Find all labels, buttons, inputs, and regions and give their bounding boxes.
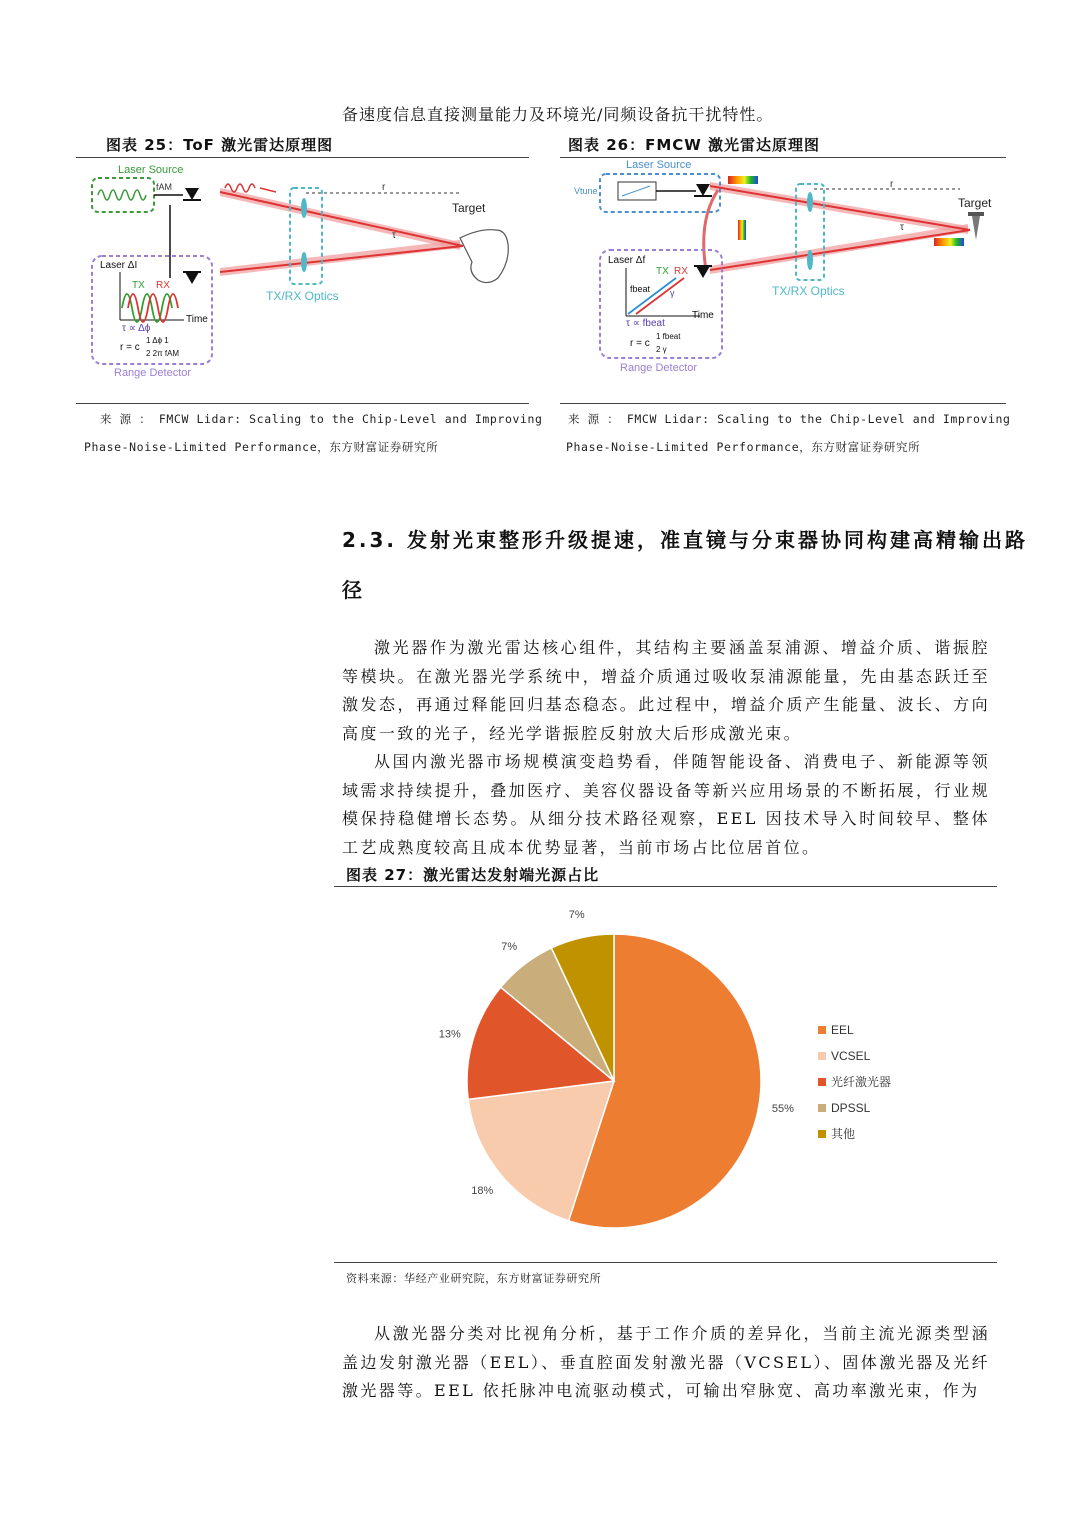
legend-item-2 [818,1049,871,1063]
tau-label: τ [392,230,396,241]
legend-item-4 [818,1101,871,1115]
svg-text:EEL: EEL [831,1023,854,1037]
figure-26-diagram [560,160,1000,385]
txrx-label: TX/RX Optics [266,289,339,303]
intro-line: 备速度信息直接测量能力及环境光/同频设备抗干扰特性。 [342,105,774,124]
bottom-paragraph-block [342,1320,990,1406]
svg-text:DPSSL: DPSSL [831,1101,871,1115]
time-label-2: Time [692,310,714,321]
formula-r: r = c [120,342,140,353]
body-paragraphs [342,634,990,862]
tau-rel-label: τ ∝ Δϕ [122,323,151,334]
tau-rel-label-2: τ ∝ fbeat [626,318,665,329]
figure-27-source: 资料来源：华经产业研究院，东方财富证券研究所 [346,1272,602,1285]
laser-df-label: Laser Δf [608,255,646,266]
r-label-2: r [890,179,894,190]
laser-di-label: Laser ΔI [100,260,138,271]
tx-label: TX [132,280,145,291]
fbeat-label: fbeat [630,284,651,294]
formula-num: 1 Δϕ 1 [146,336,169,345]
laser-source-label-2: Laser Source [626,160,692,171]
rx-label: RX [156,280,170,291]
svg-text:其他: 其他 [831,1127,856,1141]
pie-label-2: 18% [471,1184,494,1197]
figure-25-diagram [80,160,530,385]
vtune-label: Vtune [574,186,598,196]
figure-26-source-2: Phase-Noise-Limited Performance，东方财富证券研究所 [566,440,921,454]
figure-26-title: 图表 26：FMCW 激光雷达原理图 [568,136,821,154]
formula-den-2: 2 γ [656,345,667,354]
figure-26-bottom-rule [560,403,1006,404]
figure-25-top-rule [76,157,529,158]
tx-label-2: TX [656,266,669,277]
legend-item-5 [818,1126,855,1141]
figure-27-bottom-rule [334,1262,997,1263]
target-label-2: Target [958,196,992,210]
rx-label-2: RX [674,266,688,277]
pie-label-3: 13% [438,1028,461,1041]
target-label: Target [452,201,486,215]
figure-27-title: 图表 27：激光雷达发射端光源占比 [346,866,600,884]
gamma-label: γ [670,288,675,298]
formula-r-2: r = c [630,338,650,349]
paragraph-3: 从激光器分类对比视角分析，基于工作介质的差异化，当前主流光源类型涵盖边发射激光器（EEL）、垂直腔面发射激光器（VCSEL）、固体激光器及光纤激光器等。EEL 依托脉冲电流驱动模式，可输出窄脉宽、高功率激光束，作为 [342,1324,990,1400]
laser-source-label: Laser Source [118,164,184,176]
range-detector-label: Range Detector [114,367,192,379]
figure-25-bottom-rule [76,403,529,404]
section-heading-line1: 2.3. 发射光束整形升级提速，准直镜与分束器协同构建高精输出路 [342,528,1028,552]
tau-label-2: τ [900,222,904,233]
figure-25-source-1: 来 源 ： FMCW Lidar: Scaling to the Chip-Level and Improving [100,412,543,426]
svg-text:光纤激光器: 光纤激光器 [831,1075,892,1089]
figure-26-top-rule [560,157,1006,158]
pie-chart-area [334,890,997,1260]
figure-25-title: 图表 25：ToF 激光雷达原理图 [106,136,334,154]
figure-27-top-rule [334,886,997,887]
formula-num-2: 1 fbeat [656,332,681,341]
pie-label-1: 55% [771,1102,794,1115]
legend-item-3 [818,1074,891,1089]
figure-26-source-1: 来 源 ： FMCW Lidar: Scaling to the Chip-Level and Improving [568,412,1011,426]
pie-chart [334,890,997,1260]
time-label: Time [186,314,208,325]
pie-label-4: 7% [501,940,518,953]
range-detector-label-2: Range Detector [620,362,698,374]
svg-text:VCSEL: VCSEL [831,1049,871,1063]
formula-den: 2 2π fAM [146,349,180,358]
pie-label-5: 7% [568,909,585,922]
legend-item-1 [818,1023,854,1037]
fam-label: fAM [156,182,173,192]
r-label: r [382,182,386,193]
section-heading-line2: 径 [342,578,365,602]
paragraph-1: 激光器作为激光雷达核心组件，其结构主要涵盖泵浦源、增益介质、谐振腔等模块。在激光器光学系统中，增益介质通过吸收泵浦源能量，先由基态跃迁至激发态，再通过释能回归基态稳态。此过程中，增益介质产生能量、波长、方向高度一致的光子，经光学谐振腔反射放大后形成激光束。 [342,638,990,743]
txrx-label-2: TX/RX Optics [772,284,845,298]
paragraph-2: 从国内激光器市场规模演变趋势看，伴随智能设备、消费电子、新能源等领域需求持续提升，叠加医疗、美容仪器设备等新兴应用场景的不断拓展，行业规模保持稳健增长态势。从细分技术路径观察，EEL 因技术导入时间较早、整体工艺成熟度较高且成本优势显著，当前市场占比位居首位。 [342,752,990,857]
figure-25-source-2: Phase-Noise-Limited Performance，东方财富证券研究所 [84,440,439,454]
